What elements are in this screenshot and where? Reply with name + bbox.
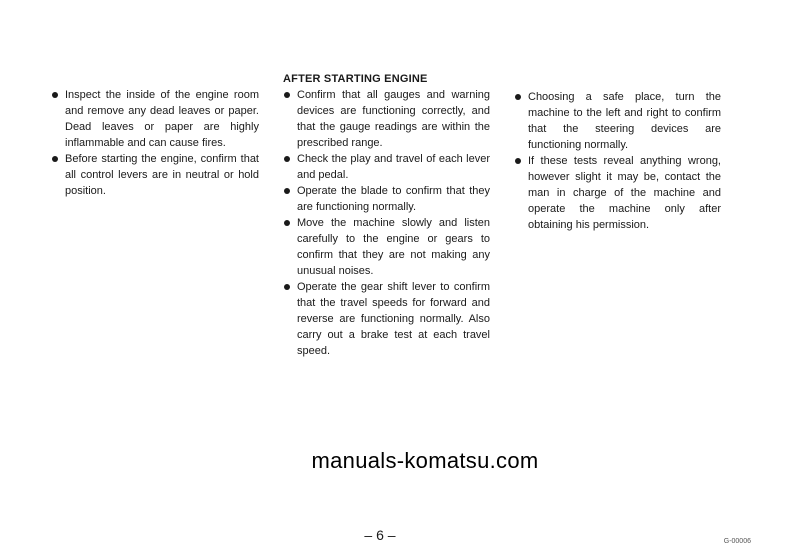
list-item: [283, 87, 490, 151]
middle-column: [283, 71, 490, 359]
list-item: [283, 215, 490, 279]
bullet-icon: [284, 284, 290, 290]
list-item-text: Before starting the engine, confirm that all control levers are in neutral or hold position.: [65, 153, 259, 197]
bullet-icon: [284, 156, 290, 162]
bullet-icon: [284, 188, 290, 194]
list-item-text: Operate the gear shift lever to confirm that the travel speeds for forward and reverse are functioning normally. Also carry out a brake test at each travel speed.: [297, 281, 490, 357]
bullet-icon: [284, 92, 290, 98]
page-number: – 6 –: [364, 527, 396, 543]
list-item: [51, 87, 259, 151]
bullet-icon: [52, 156, 58, 162]
section-heading: AFTER STARTING ENGINE: [283, 73, 428, 85]
bullet-icon: [52, 92, 58, 98]
document-code: G-00006: [723, 538, 751, 545]
left-bullet-list: [51, 87, 259, 199]
right-column: [514, 89, 721, 233]
left-column: [51, 87, 259, 199]
list-item: [514, 153, 721, 233]
list-item-text: Inspect the inside of the engine room and remove any dead leaves or paper. Dead leaves or paper are highly inflammable and can cause fires.: [65, 89, 259, 149]
list-item-text: Confirm that all gauges and warning devices are functioning correctly, and that the gauge readings are within the prescribed range.: [297, 89, 490, 149]
list-item-text: Operate the blade to confirm that they are functioning normally.: [297, 185, 490, 213]
bullet-icon: [515, 94, 521, 100]
list-item: [51, 151, 259, 199]
right-bullet-list: [514, 89, 721, 233]
bullet-icon: [515, 158, 521, 164]
list-item: [283, 183, 490, 215]
bullet-icon: [284, 220, 290, 226]
list-item: [514, 89, 721, 153]
middle-bullet-list: [283, 87, 490, 359]
list-item-text: Check the play and travel of each lever and pedal.: [297, 153, 490, 181]
list-item-text: If these tests reveal anything wrong, however slight it may be, contact the man in charge of the machine and operate the machine only after obtaining his permission.: [528, 155, 721, 231]
watermark-text: manuals-komatsu.com: [311, 448, 539, 473]
list-item-text: Move the machine slowly and listen carefully to the engine or gears to confirm that they are not making any unusual noises.: [297, 217, 490, 277]
list-item-text: Choosing a safe place, turn the machine to the left and right to confirm that the steering devices are functioning normally.: [528, 91, 721, 151]
list-item: [283, 279, 490, 359]
list-item: [283, 151, 490, 183]
